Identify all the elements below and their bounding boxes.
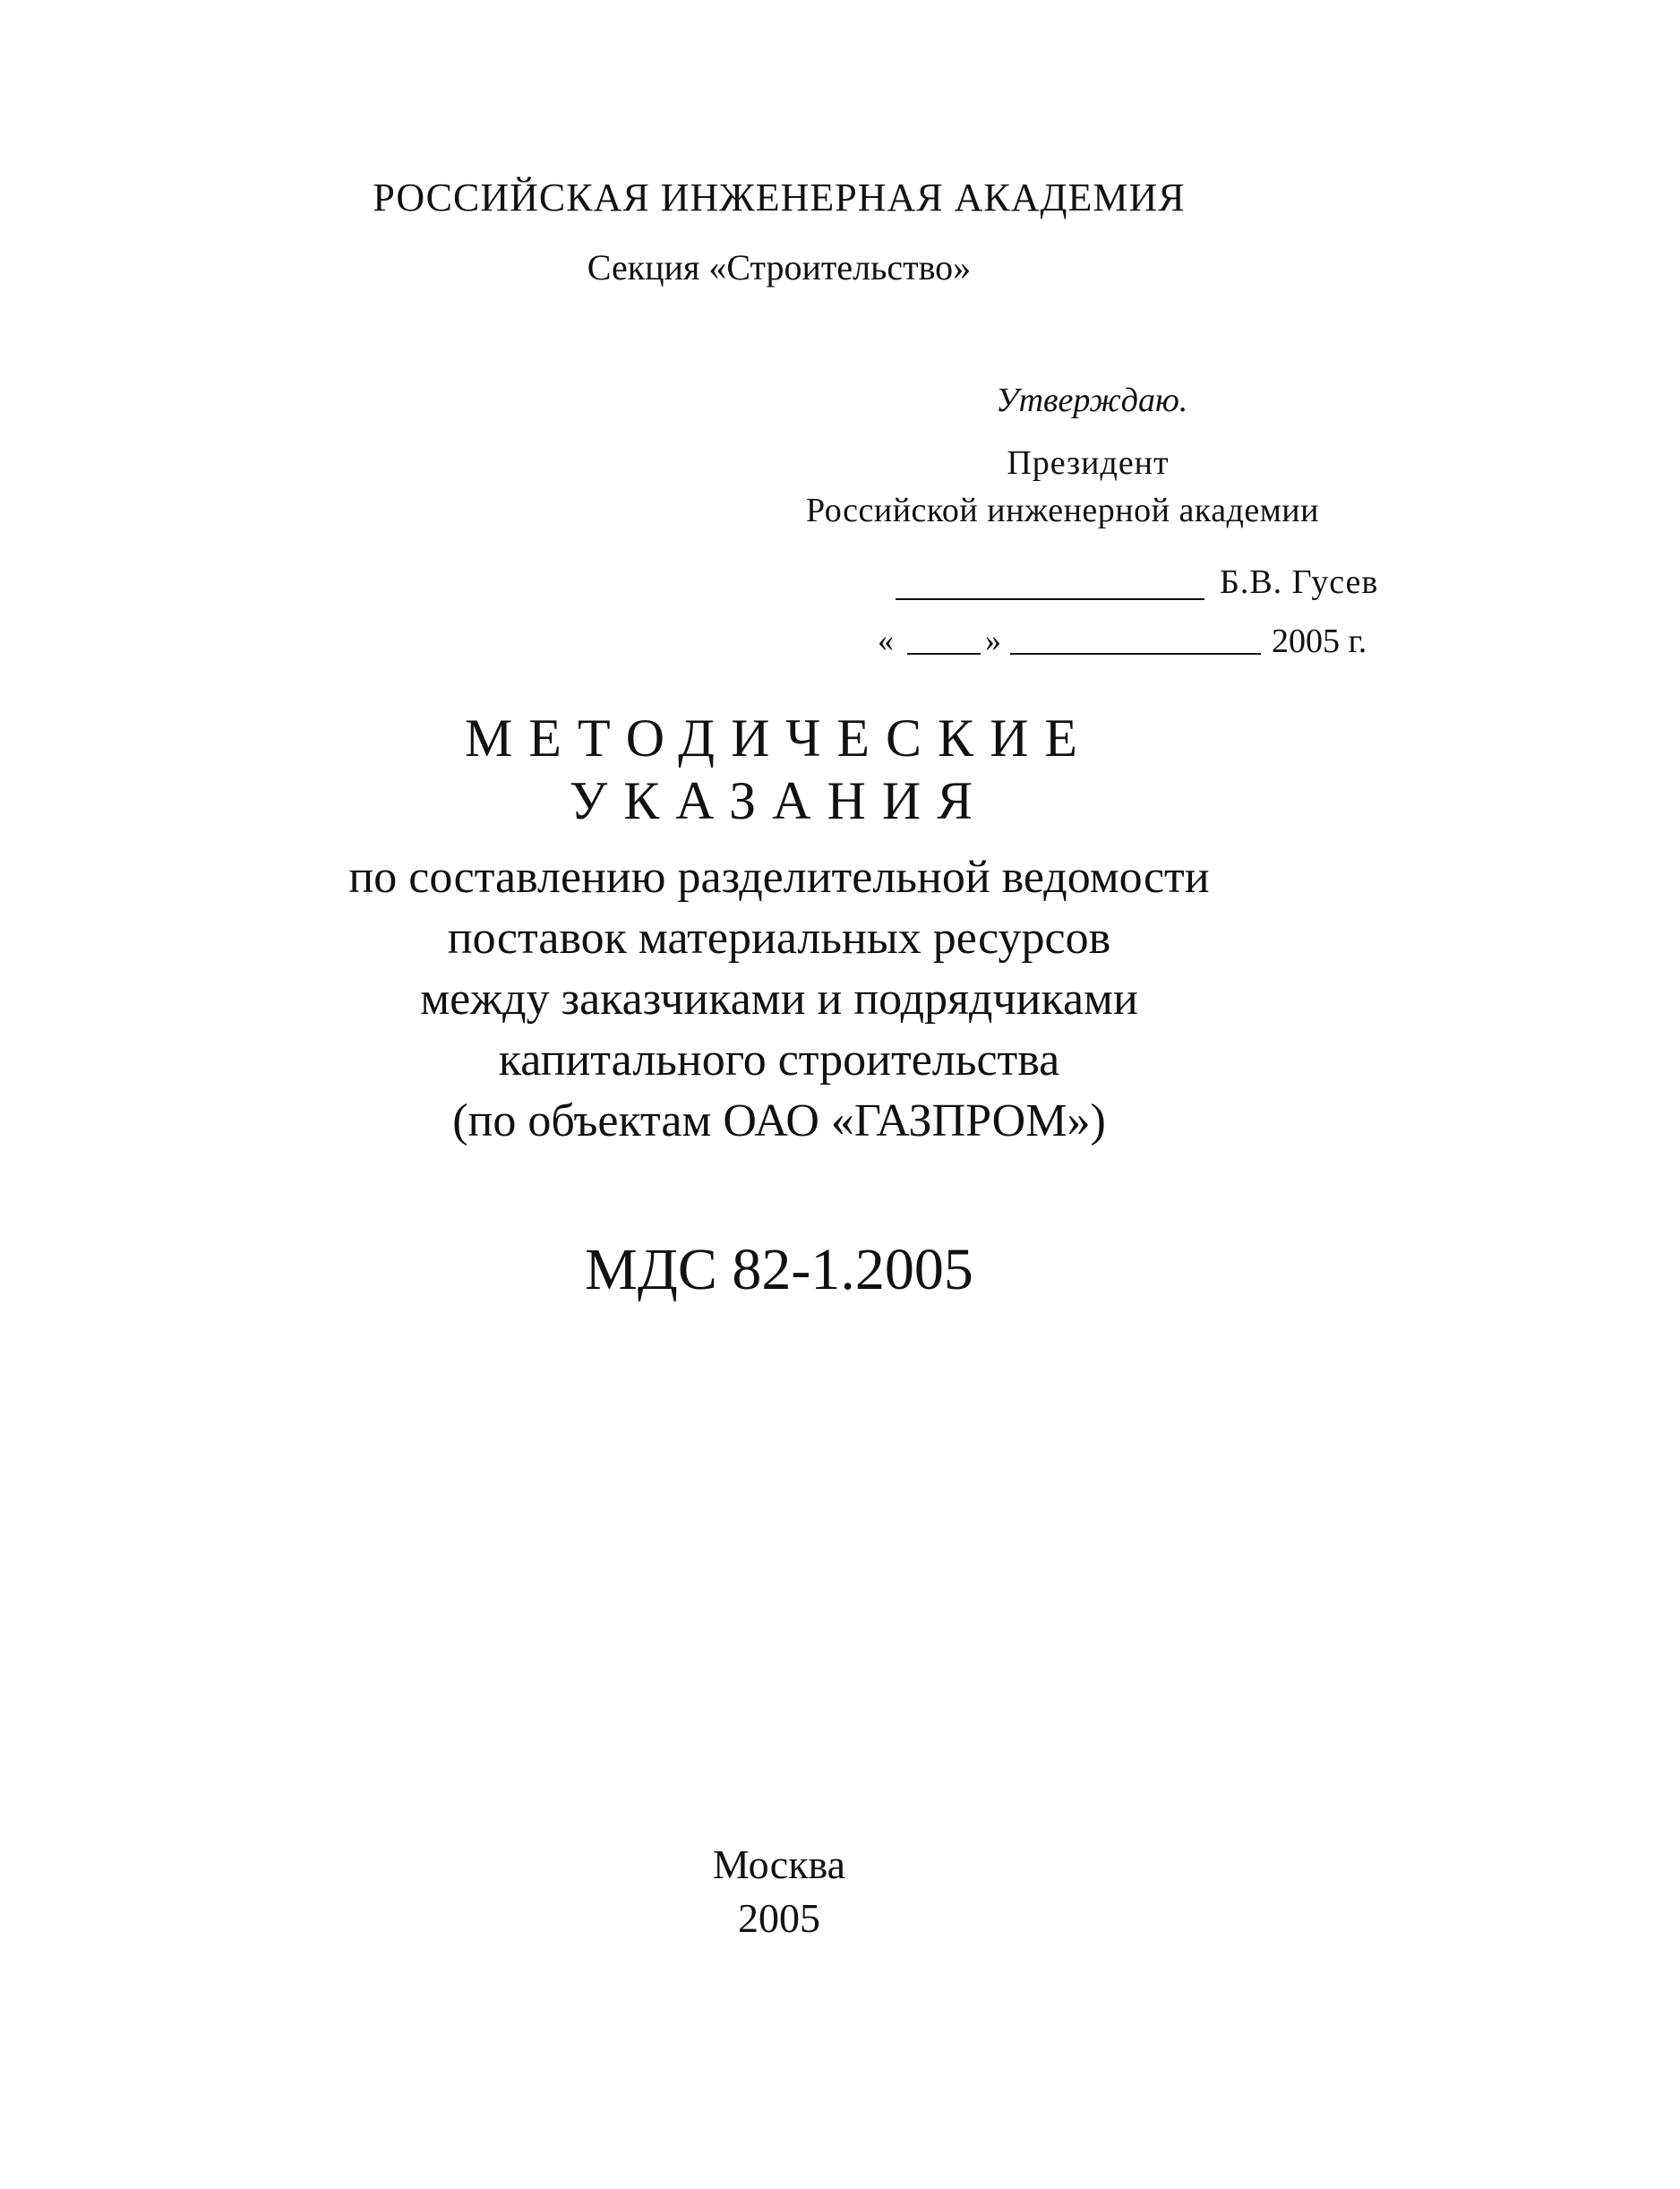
approval-word: Утверждаю. [996,382,1188,419]
date-month-line [1010,653,1261,655]
date-day-line [907,653,981,655]
publication-city: Москва [712,1841,846,1887]
document-code: МДС 82-1.2005 [585,1237,973,1302]
approval-year: 2005 г. [1272,622,1367,660]
subtitle-line: между заказчиками и подрядчиками [420,974,1138,1025]
publication-year: 2005 [738,1895,820,1941]
subtitle-line: поставок материальных ресурсов [447,913,1111,964]
signatory-name: Б.В. Гусев [1220,563,1379,601]
date-close-quote: » [985,622,1001,658]
subtitle-line: (по объектам ОАО «ГАЗПРОМ») [452,1095,1106,1146]
signature-line [896,598,1204,600]
approval-organization: Российской инженерной академии [806,492,1319,529]
organization-heading: РОССИЙСКАЯ ИНЖЕНЕРНАЯ АКАДЕМИЯ [373,176,1186,219]
section-heading: Секция «Строительство» [587,247,972,288]
subtitle-line: капитального строительства [498,1034,1060,1086]
document-title-line-2: УКАЗАНИЯ [569,771,990,830]
subtitle-line: по составлению разделительной ведомости [348,852,1210,903]
document-title-line-1: МЕТОДИЧЕСКИЕ [464,708,1094,768]
date-open-quote: « [878,622,894,658]
approval-position: Президент [1007,444,1170,482]
